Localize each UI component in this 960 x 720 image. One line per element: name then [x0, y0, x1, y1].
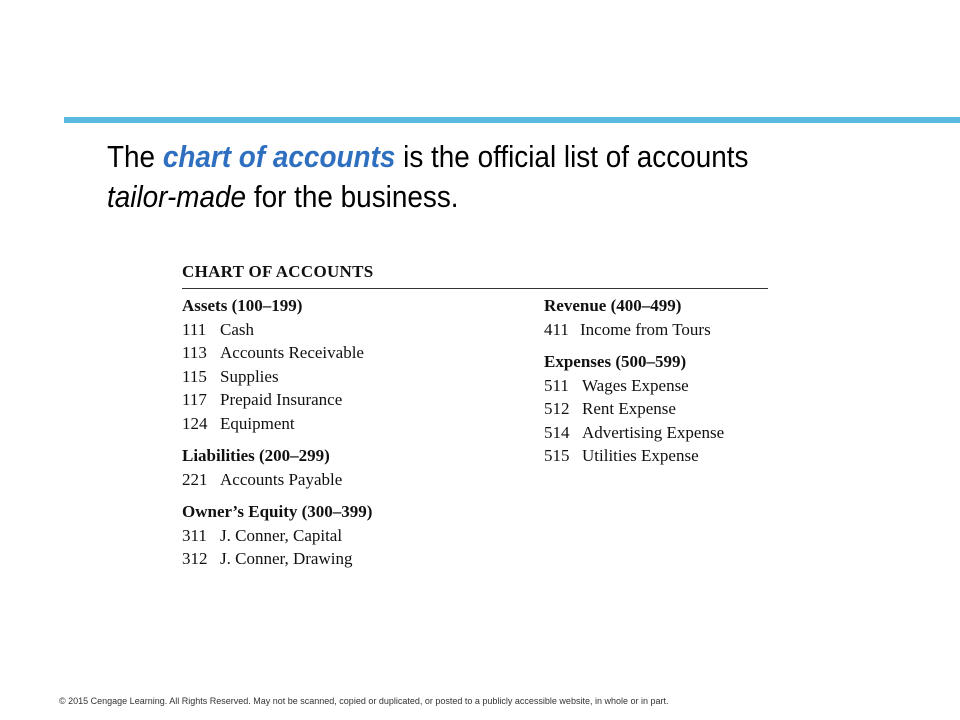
section-title: Expenses (500–599) [544, 352, 687, 371]
account-name: Utilities Expense [582, 446, 699, 465]
section-liabilities [182, 444, 544, 491]
account-number: 115 [182, 366, 207, 386]
account-number: 515 [544, 446, 570, 465]
account-number: 111 [182, 319, 207, 339]
headline-emphasis: tailor-made [107, 179, 247, 214]
section-owners-equity [182, 500, 544, 571]
account-number: 514 [544, 422, 570, 442]
chart-of-accounts-title: CHART OF ACCOUNTS [182, 260, 768, 289]
account-name: Rent Expense [582, 399, 676, 418]
account-row [182, 318, 544, 342]
account-name: Wages Expense [582, 375, 689, 395]
account-name: Income from Tours [580, 319, 711, 339]
section-expenses [544, 350, 768, 468]
section-revenue [544, 294, 768, 341]
account-row [182, 365, 544, 389]
section-title: Liabilities (200–299) [182, 446, 330, 465]
account-row [182, 412, 544, 436]
account-row [182, 524, 544, 548]
headline-part-3: for the business. [246, 179, 459, 214]
section-title: Revenue (400–499) [544, 296, 682, 315]
headline-part-2: is the official list of accounts [395, 139, 749, 174]
account-name: Supplies [220, 366, 279, 386]
section-assets [182, 294, 544, 435]
account-name: Accounts Receivable [220, 343, 364, 362]
account-name: Accounts Payable [220, 469, 343, 489]
account-number: 311 [182, 525, 207, 545]
account-row [544, 397, 768, 421]
account-number: 511 [544, 375, 569, 395]
account-row [182, 547, 544, 571]
right-column [544, 294, 768, 580]
account-name: J. Conner, Drawing [220, 549, 353, 568]
account-number: 221 [182, 469, 208, 489]
account-number: 512 [544, 399, 570, 418]
chart-of-accounts-table [182, 260, 768, 580]
account-number: 124 [182, 413, 208, 433]
left-column [182, 294, 544, 580]
account-name: Advertising Expense [582, 422, 725, 442]
account-columns [182, 294, 768, 580]
account-name: Cash [220, 319, 254, 339]
account-row [544, 318, 768, 342]
section-title: Assets (100–199) [182, 296, 303, 315]
account-number: 113 [182, 343, 207, 362]
account-row [182, 341, 544, 365]
account-name: J. Conner, Capital [220, 525, 343, 545]
section-title: Owner’s Equity (300–399) [182, 502, 373, 521]
account-row [544, 444, 768, 468]
headline [107, 137, 827, 217]
account-number: 411 [544, 319, 569, 339]
copyright-footer: © 2015 Cengage Learning. All Rights Reserved. May not be scanned, copied or duplicated, or posted to a publicly accessible website, in whole or in part. [59, 696, 669, 706]
account-row [182, 468, 544, 492]
account-number: 117 [182, 390, 207, 409]
account-number: 312 [182, 549, 208, 568]
headline-part-1: The [107, 139, 163, 174]
account-name: Equipment [220, 413, 295, 433]
account-row [544, 374, 768, 398]
account-row [544, 421, 768, 445]
account-row [182, 388, 544, 412]
accent-rule [64, 117, 960, 123]
account-name: Prepaid Insurance [220, 390, 343, 409]
headline-term: chart of accounts [162, 139, 396, 174]
